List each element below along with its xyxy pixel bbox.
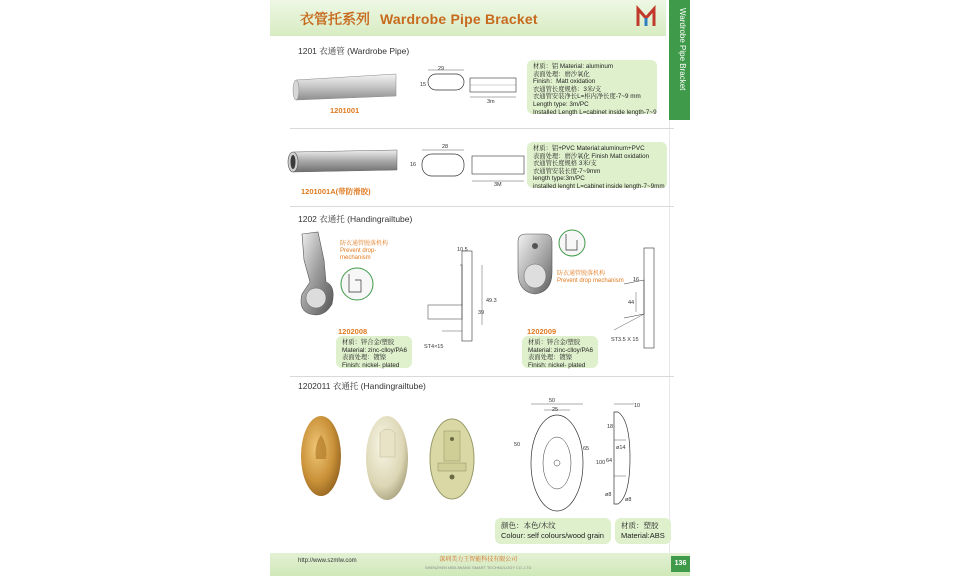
material-cn: 材质：塑胶 [621, 521, 659, 530]
dim-b-width: 28 [442, 144, 449, 150]
note-prevent-drop-a: 防衣通管脱落机构 Prevent drop- mechanism [340, 241, 389, 261]
side-strip [669, 120, 690, 554]
dim-1202009-screw: ST3.5 X 15 [611, 337, 639, 343]
colour-en: Colour: self colours/wood grain [501, 531, 604, 540]
dim-1202011-h3: 100 [596, 460, 606, 466]
code-1202008: 1202008 [338, 327, 368, 336]
bracket-image-1202009 [514, 232, 556, 304]
spec-line: 表面处理：磨沙氧化 Finish Matt oxidation [533, 152, 650, 160]
pipe-side-drawing-b [470, 154, 526, 184]
company-cn: 深圳美力王智能科技有限公司 [439, 557, 518, 563]
divider [290, 128, 674, 129]
section-1202-label: 1202 衣通托 (Handingrailtube) [298, 214, 413, 224]
dim-a-height: 15 [420, 82, 427, 88]
code-1202009: 1202009 [527, 327, 557, 336]
dim-1202011-d2: 64 [606, 458, 613, 464]
detail-circle-b [557, 228, 587, 258]
dim-1202011-h2: 65 [583, 446, 590, 452]
spec-line: 材质：铝+PVC Material:aluminum+PVC [533, 145, 645, 152]
pipe-profile-drawing-b [418, 148, 468, 182]
dim-1202008-h2: 49.3 [486, 298, 497, 304]
material-en: Material:ABS [621, 531, 665, 540]
spec-box-1201001a [527, 142, 667, 188]
divider [290, 206, 674, 207]
dim-1202011-h1: 50 [514, 442, 521, 448]
spec-box-1202009: 材质：锌合金/塑胶 Material: zinc-clloy/PA6 表面处理：镀镍 Finish: nickel- plated [522, 336, 598, 368]
code-1201001a: 1201001A(带防滑胶) [301, 187, 371, 196]
side-tab-label: Wardrobe Pipe Bracket [678, 8, 687, 91]
company-en: SHENZHEN MEILIWANG SMART TECHNOLOGY CO.,LTD [425, 565, 532, 570]
dim-1202011-d3: ø8 [605, 492, 612, 498]
dim-1202011-t1: 10 [634, 403, 641, 409]
dim-1202011-w2: 25 [552, 407, 559, 413]
spec-line: 衣通管长度规格 3米/支 [533, 160, 597, 168]
code-1201001: 1201001 [330, 106, 360, 115]
footer-company [425, 557, 531, 571]
dim-b-height: 16 [410, 162, 417, 168]
footer-url: http://www.szmlw.com [298, 558, 357, 564]
drawing-1202011-front [522, 400, 592, 518]
divider [290, 376, 674, 377]
colour-cn: 颜色：本色/木纹 [501, 521, 556, 530]
spec-line: Length type: 3m/PC [533, 100, 589, 108]
dim-1202009-side: 44 [628, 300, 635, 306]
pipe-profile-drawing-a [424, 68, 468, 98]
spec-line: Installed Length L=cabinet inside length-7~9 [533, 108, 657, 116]
spec-line: 衣通管长度规格：3米/支 [533, 85, 602, 93]
install-drawing-1202008 [422, 245, 502, 345]
spec-line: length type:3m/PC [533, 175, 585, 183]
section-1201-label: 1201 衣通管 (Wardrobe Pipe) [298, 46, 410, 56]
page-title [300, 9, 538, 29]
spec-line: 表面处理：磨沙氧化 [533, 70, 590, 78]
note-prevent-drop-b: 防衣通管脱落机构 Prevent drop mechanism [557, 271, 624, 284]
bracket-image-wood [300, 415, 342, 497]
pipe-side-drawing-a [468, 76, 518, 100]
dim-1202011-w1: 50 [549, 398, 556, 404]
spec-box-colour [495, 518, 611, 544]
dim-a-width: 29 [438, 66, 445, 72]
dim-1202011-d4: ø8 [625, 497, 632, 503]
install-drawing-1202009 [604, 244, 664, 352]
spec-line: 材质：铝 Material: aluminum [533, 63, 614, 70]
dim-a-length: 3m [487, 99, 495, 105]
page-number: 136 [671, 556, 690, 572]
spec-line: Finish：Matt oxidation [533, 78, 596, 86]
title-en: Wardrobe Pipe Bracket [380, 11, 538, 27]
detail-circle-a [339, 266, 375, 302]
pipe-image-a [292, 74, 400, 100]
dim-1202008-screw: ST4×15 [424, 344, 444, 350]
dim-1202008-top: 10.5 [457, 247, 468, 253]
spec-box-material [615, 518, 671, 544]
bracket-image-ivory [365, 415, 410, 501]
dim-1202011-t2: 18 [607, 424, 614, 430]
spec-box-1201001 [527, 60, 657, 114]
spec-line: 衣通管安装净长L=柜内净长度-7~9 mm [533, 93, 641, 101]
title-cn: 衣管托系列 [300, 11, 370, 27]
spec-box-1202008: 材质：锌合金/塑胶 Material: zinc-clloy/PA6 表面处理：镀镍 Finish: nickel- plated [336, 336, 412, 368]
dim-b-length: 3M [494, 182, 502, 188]
bracket-image-back [428, 417, 476, 501]
side-tab [669, 0, 690, 120]
dim-1202008-h1: 39 [478, 310, 485, 316]
m-logo-icon [636, 6, 656, 28]
spec-line: 衣通管安装长度-7~9mm [533, 167, 601, 175]
section-1202011-label: 1202011 衣通托 (Handingrailtube) [298, 381, 426, 391]
dim-1202009-top: 16 [633, 277, 640, 283]
spec-line: installed lenght L=cabinet inside length-7~9mm [533, 182, 665, 190]
dim-1202011-d1: ø14 [616, 445, 626, 451]
pipe-image-b [287, 148, 399, 174]
